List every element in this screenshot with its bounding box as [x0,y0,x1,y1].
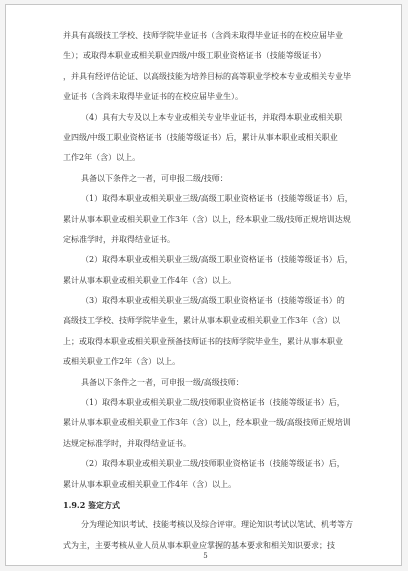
text-line: 定标准学时，并取得结业证书。 [63,234,175,244]
text-line: 上；或取得本职业或相关职业预备技师证书的技师学院毕业生，累计从事本职业 [63,336,343,346]
text-line: 式为主，主要考核从业人员从事本职业应掌握的基本要求和相关知识要求；技 [63,540,335,550]
text-line: （4）具有大专及以上本专业或相关专业毕业证书，并取得本职业或相关职 [81,112,343,122]
text-line: 工作2年（含）以上。 [63,153,141,163]
text-line: 达规定标准学时，并取得结业证书。 [63,438,191,448]
text-line: （1）取得本职业或相关职业二级/技师职业资格证书（技能等级证书）后， [81,398,345,408]
text-line: ，并具有经评估论证、以高级技能为培养目标的高等职业学校本专业或相关专业毕 [63,71,351,81]
text-line: （1）取得本职业或相关职业三级/高级工职业资格证书（技能等级证书）后， [81,194,353,204]
text-line: 累计从事本职业或相关职业工作4年（含）以上。 [63,275,237,285]
text-line: 并具有高级技工学校、技师学院毕业证书（含尚未取得毕业证书的在校应届毕业 [63,31,343,40]
text-line: 业证书（含尚未取得毕业证书的在校应届毕业生）。 [63,92,243,102]
body-text [63,26,353,556]
text-line: 生）；或取得本职业或相关职业四级/中级工职业资格证书（技能等级证书） [63,51,326,61]
text-line: 高级技工学校、技师学院毕业生，累计从事本职业或相关职业工作3年（含）以 [63,316,341,326]
text-line: 或相关职业工作2年（含）以上。 [63,357,181,367]
text-line: （2）取得本职业或相关职业三级/高级工职业资格证书（技能等级证书）后， [81,255,353,265]
document-page [5,4,402,566]
page-number: 5 [203,552,208,560]
text-line: （2）取得本职业或相关职业二级/技师职业资格证书（技能等级证书）后， [81,459,345,469]
section-heading: 1.9.2 鉴定方式 [63,499,121,510]
text-line: 具备以下条件之一者，可申报一级/高级技师： [81,377,244,387]
text-line: 业四级/中级工职业资格证书（技能等级证书）后，累计从事本职业或相关职业 [63,132,338,142]
text-line: 累计从事本职业或相关职业工作3年（含）以上，经本职业二级/技师正规培训达规 [63,214,351,224]
text-line: 具备以下条件之一者，可申报二级/技师： [81,173,228,183]
text-line: （3）取得本职业或相关职业三级/高级工职业资格证书（技能等级证书）的 [81,296,345,306]
text-line: 累计从事本职业或相关职业工作3年（含）以上，经本职业一级/高级技师正规培训 [63,418,351,428]
text-line: 分为理论知识考试、技能考核以及综合评审。理论知识考试以笔试、机考等方 [81,520,353,530]
text-line: 累计从事本职业或相关职业工作4年（含）以上。 [63,479,237,489]
